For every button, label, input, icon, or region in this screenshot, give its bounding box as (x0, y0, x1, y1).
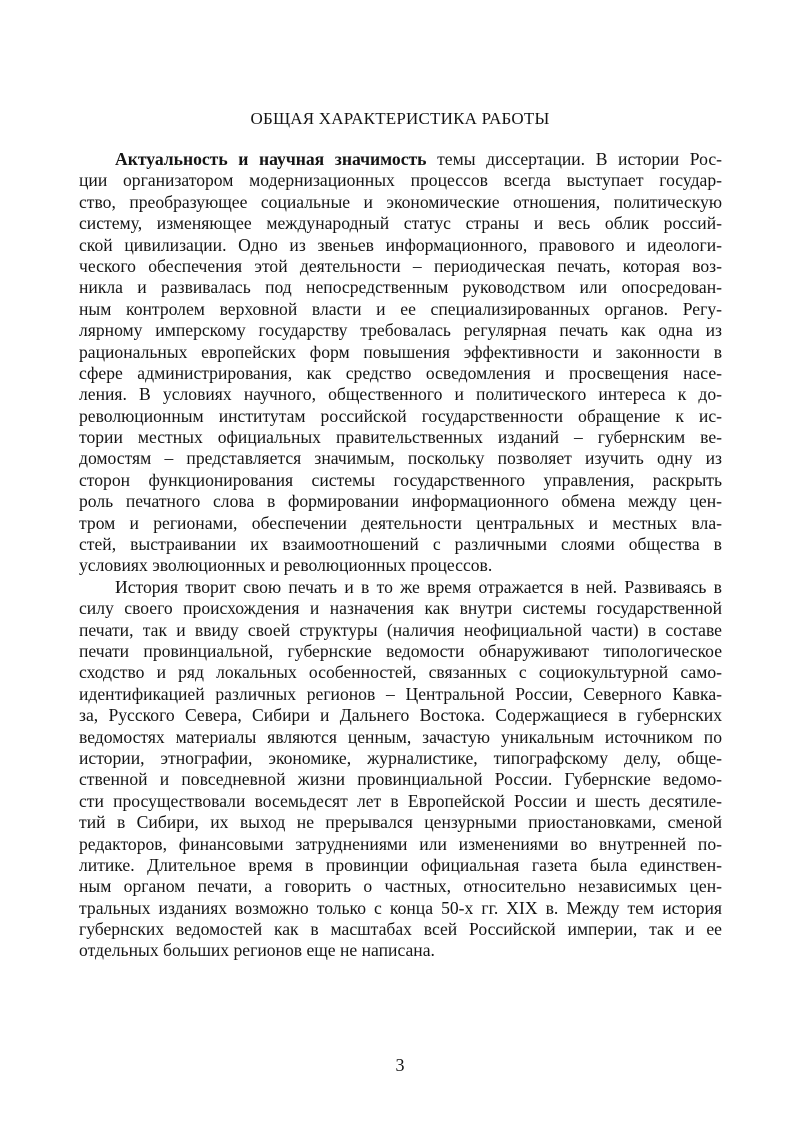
page-number: 3 (395, 1055, 405, 1075)
body-text (79, 149, 722, 962)
text-line: тральных изданиях возможно только с конца 50-х гг. XIX в. Между тем история (79, 897, 722, 918)
text-line: условиях эволюционных и революционных процессов. (79, 555, 493, 576)
paragraph-relevance (79, 149, 722, 577)
paragraph-first-line (79, 149, 722, 170)
text-line: никла и развивалась под непосредственным руководством или опосредован- (79, 277, 722, 298)
text-line: ческого обеспечения этой деятельности – периодическая печать, которая воз- (79, 255, 722, 276)
text-line: литике. Длительное время в провинции официальная газета была единствен- (79, 854, 722, 875)
text-line: стей, выстраивании их взаимоотношений с различными слоями общества в (79, 534, 722, 555)
text-line: ской цивилизации. Одно из звеньев информационного, правового и идеологи- (79, 234, 722, 255)
text-line: тий в Сибири, их выход не прерывался цензурными приостановками, сменой (79, 812, 722, 833)
text-line: ственной и повседневной жизни провинциальной России. Губернские ведомо- (79, 769, 722, 790)
text-line: роль печатного слова в формировании информационного обмена между цен- (79, 491, 722, 512)
text-line: сторон функционирования системы государственного управления, раскрыть (79, 469, 722, 490)
text-line: редакторов, финансовыми затруднениями или изменениями во внутренней по- (79, 833, 722, 854)
text-line: тром и регионами, обеспечении деятельности центральных и местных вла- (79, 512, 722, 533)
text-line: ления. В условиях научного, общественного и политического интереса к до- (79, 384, 722, 405)
paragraph-history (79, 577, 722, 962)
text-line: идентификацией различных регионов – Центральной России, Северного Кавка- (79, 683, 722, 704)
text-line: систему, изменяющее международный статус страны и весь облик россий- (79, 213, 722, 234)
section-heading: ОБЩАЯ ХАРАКТЕРИСТИКА РАБОТЫ (250, 109, 550, 128)
text-line: ным контролем верховной власти и ее специализированных органов. Регу- (79, 298, 722, 319)
first-line-rest: темы диссертации. В истории Рос- (426, 149, 723, 169)
text-line: ции организатором модернизационных процессов всегда выступает государ- (79, 170, 722, 191)
text-line: домостям – представляется значимым, поскольку позволяет изучить одну из (79, 448, 722, 469)
paragraph-first-line: История творит свою печать и в то же время отражается в ней. Развиваясь в (115, 576, 722, 597)
text-line: за, Русского Севера, Сибири и Дальнего Востока. Содержащиеся в губернских (79, 705, 722, 726)
text-line: печати провинциальной, губернские ведомости обнаруживают типологическое (79, 640, 722, 661)
text-line: ство, преобразующее социальные и экономические отношения, политическую (79, 191, 722, 212)
text-line: сходство и ряд локальных особенностей, связанных с социокультурной само- (79, 662, 722, 683)
text-line: печати, так и ввиду своей структуры (наличия неофициальной части) в составе (79, 619, 722, 640)
text-line: ным органом печати, а говорить о частных, относительно независимых цен- (79, 876, 722, 897)
text-line: истории, этнографии, экономике, журналистике, типографскому делу, обще- (79, 747, 722, 768)
text-line: отдельных больших регионов еще не написана. (79, 940, 435, 961)
text-line: тории местных официальных правительственных изданий – губернским ве- (79, 427, 722, 448)
text-line: рациональных европейских форм повышения эффективности и законности в (79, 341, 722, 362)
text-line: силу своего происхождения и назначения как внутри системы государственной (79, 598, 722, 619)
text-line: лярному имперскому государству требовалась регулярная печать как одна из (79, 320, 722, 341)
text-line: революционным институтам российской государственности обращение к ис- (79, 405, 722, 426)
text-line: губернских ведомостей как в масштабах всей Российской империи, так и ее (79, 919, 722, 940)
text-line: ведомостях материалы являются ценным, зачастую уникальным источником по (79, 726, 722, 747)
text-line: сфере администрирования, как средство осведомления и просвещения насе- (79, 362, 722, 383)
bold-lead-phrase: Актуальность и научная значимость (115, 149, 427, 169)
text-line: сти просуществовали восемьдесят лет в Европейской России и шесть десятиле- (79, 790, 722, 811)
